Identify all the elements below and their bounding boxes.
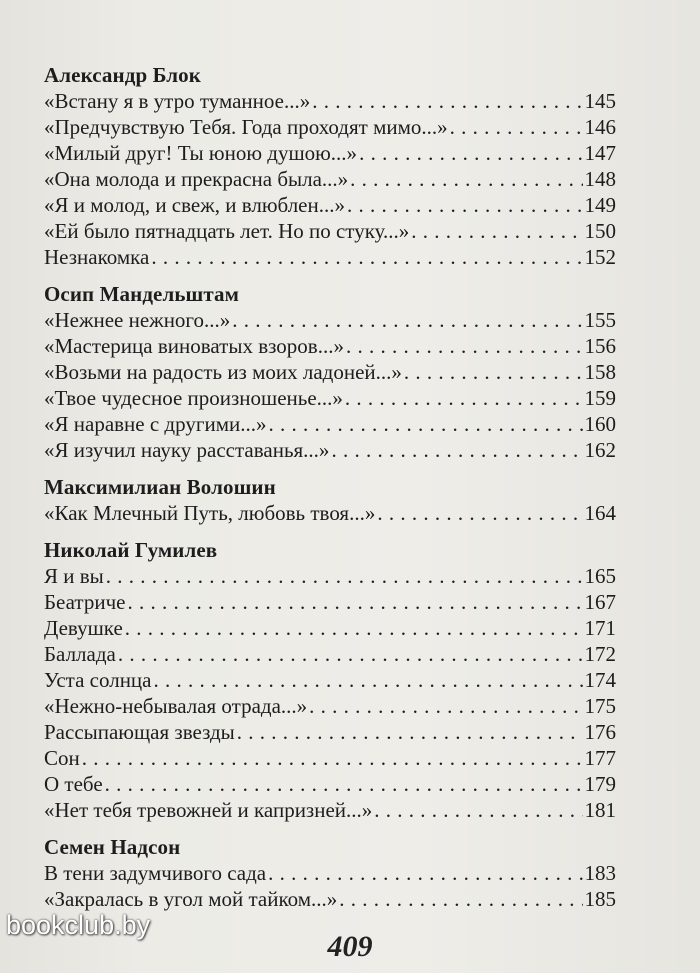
entry-page-number: 149	[584, 193, 616, 217]
toc-entry	[44, 218, 616, 244]
entry-page-number: 174	[584, 668, 616, 692]
author-heading: Семен Надсон	[44, 835, 181, 859]
entry-page-number: 175	[584, 694, 616, 718]
entry-title: Девушке	[44, 616, 123, 640]
toc-section	[44, 537, 616, 823]
dot-leader	[347, 192, 583, 218]
entry-page-number: 171	[584, 616, 616, 640]
dot-leader	[350, 166, 582, 192]
entry-title: «Как Млечный Путь, любовь твоя...»	[44, 501, 376, 525]
entry-title: «Нежнее нежного...»	[44, 308, 231, 332]
dot-leader	[345, 385, 583, 411]
entry-title: Я и вы	[44, 564, 104, 588]
dot-leader	[154, 667, 583, 693]
entry-title: Незнакомка	[44, 245, 150, 269]
toc-entry	[44, 359, 616, 385]
toc-entry	[44, 307, 616, 333]
dot-leader	[411, 218, 582, 244]
entry-page-number: 185	[584, 887, 616, 911]
toc-entry	[44, 860, 616, 886]
entry-title: «Милый друг! Ты юною душою...»	[44, 141, 358, 165]
entry-page-number: 165	[584, 564, 616, 588]
entry-page-number: 160	[584, 412, 616, 436]
toc-entry	[44, 719, 616, 745]
entry-title: «Встану я в утро туманное...»	[44, 89, 311, 113]
author-heading: Максимилиан Волошин	[44, 475, 276, 499]
entry-title: Беатриче	[44, 590, 126, 614]
dot-leader	[105, 771, 583, 797]
dot-leader	[339, 886, 582, 912]
entry-page-number: 150	[584, 219, 616, 243]
dot-leader	[346, 333, 583, 359]
entry-title: «Твое чудесное произношенье...»	[44, 386, 343, 410]
entry-page-number: 145	[584, 89, 616, 113]
toc-entry	[44, 641, 616, 667]
toc-entry	[44, 140, 616, 166]
entry-title: «Я наравне с другими...»	[44, 412, 267, 436]
watermark-logo: bookclub.by	[6, 910, 151, 940]
entry-title: Сон	[44, 746, 80, 770]
entry-page-number: 179	[584, 772, 616, 796]
entry-page-number: 176	[584, 720, 616, 744]
entry-title: В тени задумчивого сада	[44, 861, 267, 885]
toc-entry	[44, 385, 616, 411]
entry-page-number: 162	[584, 438, 616, 462]
entry-page-number: 146	[584, 115, 616, 139]
entry-page-number: 172	[584, 642, 616, 666]
entry-title: О тебе	[44, 772, 103, 796]
entry-title: «Ей было пятнадцать лет. Но по стуку...»	[44, 219, 410, 243]
dot-leader	[232, 307, 582, 333]
entry-page-number: 152	[584, 245, 616, 269]
author-heading: Осип Мандельштам	[44, 282, 240, 306]
toc-entry	[44, 192, 616, 218]
author-heading: Александр Блок	[44, 63, 201, 87]
dot-leader	[359, 140, 582, 166]
dot-leader	[268, 860, 582, 886]
dot-leader	[377, 500, 582, 526]
entry-page-number: 181	[584, 798, 616, 822]
entry-page-number: 159	[584, 386, 616, 410]
dot-leader	[374, 797, 582, 823]
entry-page-number: 164	[584, 501, 616, 525]
entry-page-number: 147	[584, 141, 616, 165]
entry-title: «Возьми на радость из моих ладоней...»	[44, 360, 402, 384]
entry-page-number: 177	[584, 746, 616, 770]
toc-entry	[44, 88, 616, 114]
entry-title: «Предчувствую Тебя. Года проходят мимо...»	[44, 115, 448, 139]
entry-page-number: 155	[584, 308, 616, 332]
dot-leader	[237, 719, 583, 745]
entry-title: «Я и молод, и свеж, и влюблен...»	[44, 193, 345, 217]
toc-entry	[44, 745, 616, 771]
page-number: 409	[327, 930, 373, 963]
entry-page-number: 167	[584, 590, 616, 614]
dot-leader	[127, 589, 582, 615]
table-of-contents	[44, 62, 616, 923]
toc-section	[44, 834, 616, 912]
dot-leader	[151, 244, 582, 270]
entry-page-number: 183	[584, 861, 616, 885]
toc-entry	[44, 500, 616, 526]
dot-leader	[118, 641, 583, 667]
dot-leader	[404, 359, 583, 385]
dot-leader	[106, 563, 583, 589]
toc-entry	[44, 589, 616, 615]
entry-title: «Нежно-небывалая отрада...»	[44, 694, 308, 718]
toc-entry	[44, 615, 616, 641]
entry-title: «Я изучил науку расставанья...»	[44, 438, 330, 462]
toc-entry	[44, 797, 616, 823]
author-heading: Николай Гумилев	[44, 538, 218, 562]
entry-page-number: 158	[584, 360, 616, 384]
dot-leader	[309, 693, 582, 719]
entry-title: Баллада	[44, 642, 116, 666]
toc-entry	[44, 244, 616, 270]
entry-title: «Мастерица виноватых взоров...»	[44, 334, 344, 358]
toc-entry	[44, 667, 616, 693]
toc-entry	[44, 166, 616, 192]
toc-entry	[44, 563, 616, 589]
toc-entry	[44, 437, 616, 463]
entry-title: Уста солнца	[44, 668, 152, 692]
toc-entry	[44, 693, 616, 719]
toc-entry	[44, 114, 616, 140]
toc-section	[44, 281, 616, 463]
entry-title: «Нет тебя тревожней и капризней...»	[44, 798, 373, 822]
entry-page-number: 156	[584, 334, 616, 358]
toc-entry	[44, 411, 616, 437]
dot-leader	[312, 88, 582, 114]
toc-section	[44, 62, 616, 270]
toc-section	[44, 474, 616, 526]
toc-entry	[44, 333, 616, 359]
dot-leader	[331, 437, 582, 463]
entry-title: Рассыпающая звезды	[44, 720, 235, 744]
dot-leader	[450, 114, 583, 140]
dot-leader	[125, 615, 583, 641]
dot-leader	[268, 411, 582, 437]
entry-page-number: 148	[584, 167, 616, 191]
entry-title: «Закралась в угол мой тайком...»	[44, 887, 338, 911]
dot-leader	[82, 745, 583, 771]
entry-title: «Она молода и прекрасна была...»	[44, 167, 349, 191]
toc-entry	[44, 771, 616, 797]
